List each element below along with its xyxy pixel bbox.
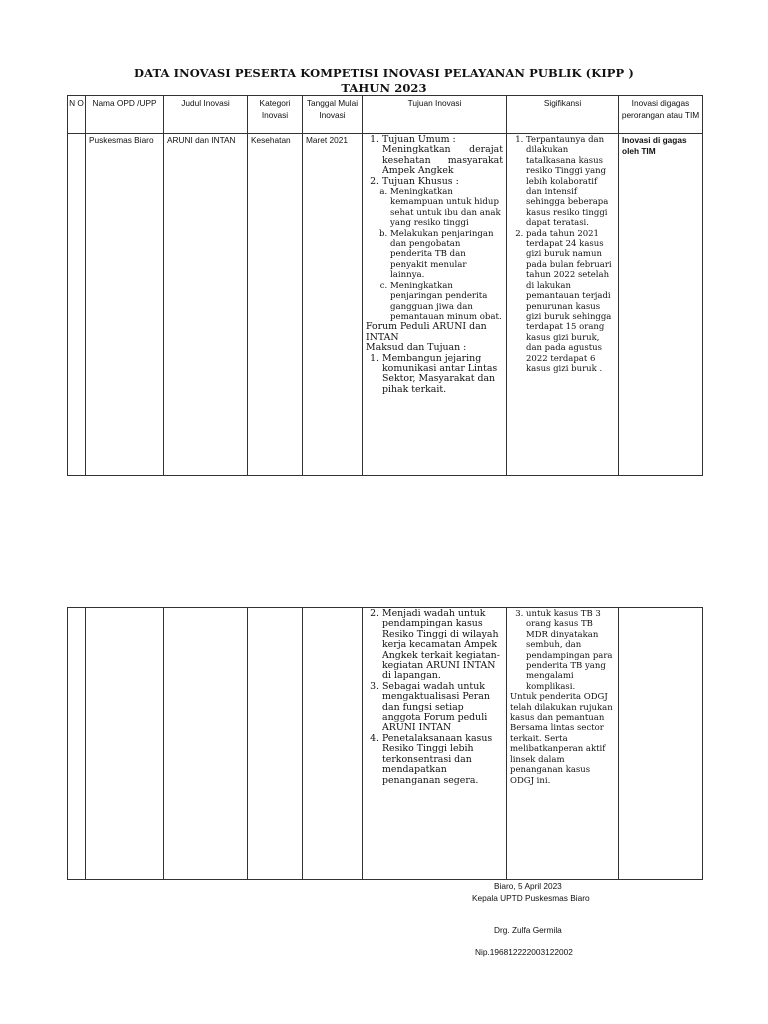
table-header-row bbox=[68, 96, 703, 134]
cell-signifikansi bbox=[507, 608, 619, 880]
signature-position: Kepala UPTD Puskesmas Biaro bbox=[472, 893, 590, 903]
header-nama-opd: Nama OPD /UPP bbox=[86, 96, 164, 134]
header-no: N O bbox=[68, 96, 86, 134]
signature-place-date: Biaro, 5 April 2023 bbox=[494, 881, 562, 891]
header-digagas: Inovasi digagas perorangan atau TIM bbox=[619, 96, 703, 134]
header-judul: Judul Inovasi bbox=[164, 96, 248, 134]
cell-tujuan bbox=[363, 608, 507, 880]
tujuan-item: 2. Menjadi wadah untuk pendampingan kasus Resiko Tinggi di wilayah kerja kecamatan Ampek Angkek terkait kegiatan-kegiatan ARUNI INTAN di lapangan. bbox=[382, 609, 503, 682]
header-tanggal: Tanggal Mulai Inovasi bbox=[303, 96, 363, 134]
cell-tujuan bbox=[363, 134, 507, 476]
tujuan-umum-text: Meningkatkan derajat kesehatan masyarakat Ampek Angkek bbox=[382, 144, 503, 177]
document-title: DATA INOVASI PESERTA KOMPETISI INOVASI PELAYANAN PUBLIK (KIPP ) bbox=[134, 66, 634, 80]
cell-kategori bbox=[248, 608, 303, 880]
cell-kategori: Kesehatan bbox=[248, 134, 303, 476]
innovation-table-continued bbox=[67, 607, 703, 880]
tujuan-khusus-item: b. Melakukan penjaringan dan pengobatan penderita TB dan penyakit menular lainnya. bbox=[390, 229, 503, 281]
cell-tanggal bbox=[303, 608, 363, 880]
table-row bbox=[68, 608, 703, 880]
tujuan-item: 4. Penetalaksanaan kasus Resiko Tinggi lebih terkonsentrasi dan mendapatkan penanganan segera. bbox=[382, 734, 503, 786]
tujuan-item: 3. Sebagai wadah untuk mengaktualisasi Peran dan fungsi setiap anggota Forum peduli ARUNI INTAN bbox=[382, 682, 503, 734]
header-signifikansi: Sigifikansi bbox=[507, 96, 619, 134]
signature-name: Drg. Zulfa Germila bbox=[494, 925, 562, 935]
cell-judul bbox=[164, 608, 248, 880]
cell-signifikansi bbox=[507, 134, 619, 476]
table-row bbox=[68, 134, 703, 476]
tujuan-khusus-item: c. Meningkatkan penjaringan penderita gangguan jiwa dan pemantauan minum obat. bbox=[390, 281, 503, 323]
signifikansi-item: 3. untuk kasus TB 3 orang kasus TB MDR dinyatakan sembuh, dan pendampingan para penderita TB yang mengalami komplikasi. bbox=[526, 609, 615, 692]
tujuan-khusus-item: a. Meningkatkan kemampuan untuk hidup sehat untuk ibu dan anak yang resiko tinggi bbox=[390, 187, 503, 229]
signifikansi-extra: Untuk penderita ODGJ telah dilakukan rujukan kasus dan pemantuan Bersama lintas sector terkait. Serta melibatkanperan aktif linsek dalam penanganan kasus ODGJ ini. bbox=[510, 692, 613, 786]
maksud-item: 1. Membangun jejaring komunikasi antar Lintas Sektor, Masyarakat dan pihak terkait. bbox=[382, 354, 503, 396]
tujuan-umum-title: Tujuan Umum : bbox=[382, 134, 456, 145]
maksud-title: Maksud dan Tujuan : bbox=[366, 342, 467, 354]
innovation-table bbox=[67, 95, 703, 476]
cell-judul: ARUNI dan INTAN bbox=[164, 134, 248, 476]
signifikansi-item: 2. pada tahun 2021 terdapat 24 kasus gizi buruk namun pada bulan februari tahun 2022 setelah di lakukan pemantauan terjadi penurunan kasus gizi buruk sehingga terdapat 15 orang kasus gizi buruk, dan pada agustus 2022 terdapat 6 kasus gizi buruk . bbox=[526, 229, 615, 375]
cell-tanggal: Maret 2021 bbox=[303, 134, 363, 476]
tujuan-khusus-title: Tujuan Khusus : bbox=[382, 175, 459, 187]
signifikansi-item: 1. Terpantaunya dan dilakukan tatalkasana kasus resiko Tinggi yang lebih kolaboratif dan intensif sehingga beberapa kasus resiko tinggi dapat teratasi. bbox=[526, 135, 615, 229]
header-kategori: Kategori Inovasi bbox=[248, 96, 303, 134]
document-subtitle: TAHUN 2023 bbox=[341, 81, 427, 95]
cell-digagas: Inovasi di gagas oleh TIM bbox=[619, 134, 703, 476]
cell-no bbox=[68, 134, 86, 476]
cell-nama-opd bbox=[86, 608, 164, 880]
cell-digagas bbox=[619, 608, 703, 880]
cell-no bbox=[68, 608, 86, 880]
header-tujuan: Tujuan Inovasi bbox=[363, 96, 507, 134]
cell-nama-opd: Puskesmas Biaro bbox=[86, 134, 164, 476]
forum-title: Forum Peduli ARUNI dan INTAN bbox=[366, 321, 487, 343]
signature-nip: Nip.196812222003122002 bbox=[475, 947, 573, 957]
